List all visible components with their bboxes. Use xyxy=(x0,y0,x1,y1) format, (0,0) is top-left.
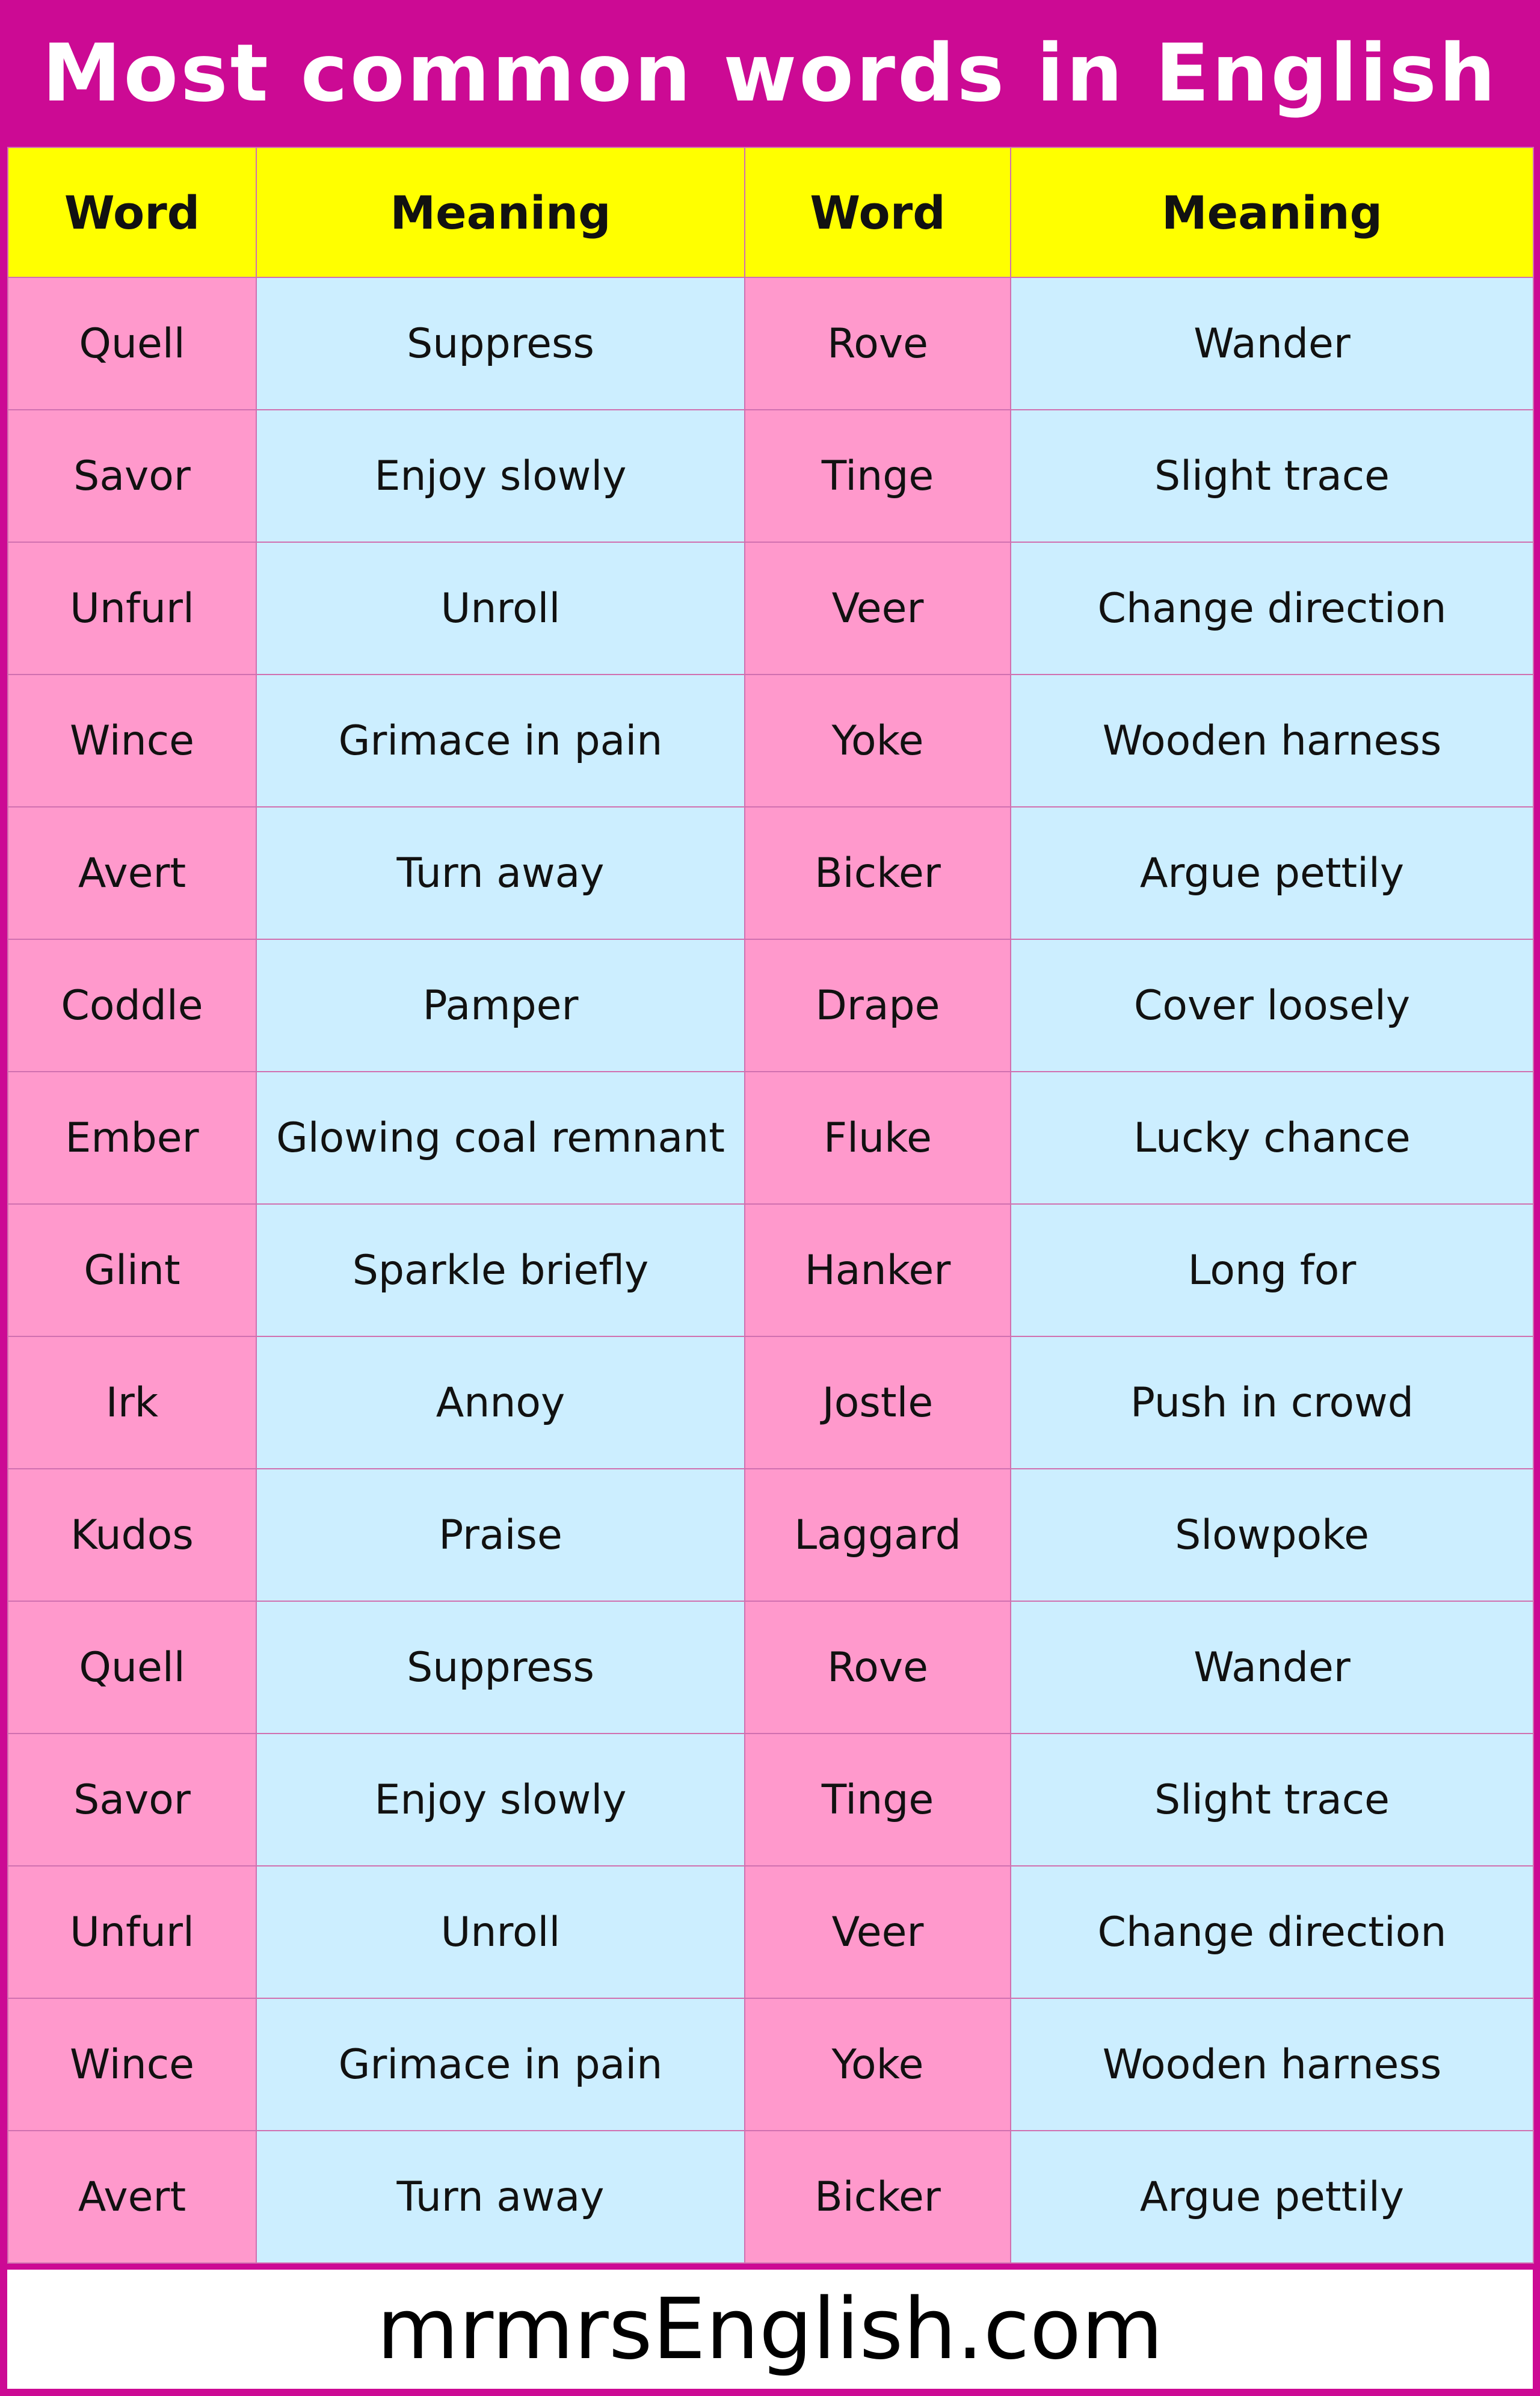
vocabulary-table xyxy=(7,147,1534,2264)
meaning-cell: Turn away xyxy=(256,807,745,939)
word-cell: Avert xyxy=(8,2131,256,2263)
meaning-cell: Pamper xyxy=(256,939,745,1072)
meaning-cell: Unroll xyxy=(256,1866,745,1998)
word-cell: Laggard xyxy=(745,1469,1011,1601)
meaning-cell: Slight trace xyxy=(1011,410,1533,542)
meaning-cell: Long for xyxy=(1011,1204,1533,1336)
table-row xyxy=(8,1866,1533,1998)
meaning-cell: Glowing coal remnant xyxy=(256,1072,745,1204)
header-word-2: Word xyxy=(745,147,1011,277)
table-row xyxy=(8,939,1533,1072)
table-row xyxy=(8,1998,1533,2131)
word-cell: Hanker xyxy=(745,1204,1011,1336)
word-cell: Drape xyxy=(745,939,1011,1072)
meaning-cell: Change direction xyxy=(1011,1866,1533,1998)
word-cell: Glint xyxy=(8,1204,256,1336)
meaning-cell: Lucky chance xyxy=(1011,1072,1533,1204)
header-word-1: Word xyxy=(8,147,256,277)
word-cell: Unfurl xyxy=(8,542,256,675)
word-cell: Wince xyxy=(8,675,256,807)
word-cell: Tinge xyxy=(745,410,1011,542)
meaning-cell: Change direction xyxy=(1011,542,1533,675)
meaning-cell: Cover loosely xyxy=(1011,939,1533,1072)
word-cell: Bicker xyxy=(745,807,1011,939)
word-cell: Irk xyxy=(8,1336,256,1469)
meaning-cell: Enjoy slowly xyxy=(256,1734,745,1866)
word-cell: Jostle xyxy=(745,1336,1011,1469)
word-cell: Savor xyxy=(8,1734,256,1866)
meaning-cell: Grimace in pain xyxy=(256,1998,745,2131)
word-cell: Savor xyxy=(8,410,256,542)
meaning-cell: Push in crowd xyxy=(1011,1336,1533,1469)
meaning-cell: Sparkle briefly xyxy=(256,1204,745,1336)
table-body xyxy=(8,277,1533,2263)
word-cell: Yoke xyxy=(745,675,1011,807)
meaning-cell: Slight trace xyxy=(1011,1734,1533,1866)
footer-banner xyxy=(7,2270,1533,2389)
table-row xyxy=(8,1336,1533,1469)
meaning-cell: Unroll xyxy=(256,542,745,675)
meaning-cell: Argue pettily xyxy=(1011,2131,1533,2263)
word-cell: Veer xyxy=(745,542,1011,675)
word-cell: Rove xyxy=(745,277,1011,410)
word-cell: Ember xyxy=(8,1072,256,1204)
meaning-cell: Argue pettily xyxy=(1011,807,1533,939)
meaning-cell: Wooden harness xyxy=(1011,675,1533,807)
meaning-cell: Suppress xyxy=(256,277,745,410)
title-banner xyxy=(0,0,1540,147)
table-header-row xyxy=(8,147,1533,277)
word-cell: Kudos xyxy=(8,1469,256,1601)
table-row xyxy=(8,542,1533,675)
site-name: mrmrsEnglish.com xyxy=(377,2280,1163,2379)
word-cell: Quell xyxy=(8,277,256,410)
meaning-cell: Wander xyxy=(1011,1601,1533,1734)
word-cell: Yoke xyxy=(745,1998,1011,2131)
meaning-cell: Slowpoke xyxy=(1011,1469,1533,1601)
meaning-cell: Wander xyxy=(1011,277,1533,410)
table-row xyxy=(8,1072,1533,1204)
table-row xyxy=(8,277,1533,410)
word-cell: Tinge xyxy=(745,1734,1011,1866)
word-cell: Rove xyxy=(745,1601,1011,1734)
word-cell: Fluke xyxy=(745,1072,1011,1204)
word-cell: Quell xyxy=(8,1601,256,1734)
table-row xyxy=(8,675,1533,807)
word-cell: Coddle xyxy=(8,939,256,1072)
page-title: Most common words in English xyxy=(42,27,1498,120)
word-cell: Unfurl xyxy=(8,1866,256,1998)
meaning-cell: Praise xyxy=(256,1469,745,1601)
word-cell: Bicker xyxy=(745,2131,1011,2263)
table-row xyxy=(8,1469,1533,1601)
table-row xyxy=(8,2131,1533,2263)
header-meaning-1: Meaning xyxy=(256,147,745,277)
word-cell: Wince xyxy=(8,1998,256,2131)
meaning-cell: Wooden harness xyxy=(1011,1998,1533,2131)
table-row xyxy=(8,807,1533,939)
table-row xyxy=(8,410,1533,542)
word-cell: Veer xyxy=(745,1866,1011,1998)
word-cell: Avert xyxy=(8,807,256,939)
table-row xyxy=(8,1204,1533,1336)
meaning-cell: Annoy xyxy=(256,1336,745,1469)
meaning-cell: Grimace in pain xyxy=(256,675,745,807)
table-row xyxy=(8,1601,1533,1734)
table-row xyxy=(8,1734,1533,1866)
vocabulary-table-container xyxy=(7,147,1533,2262)
meaning-cell: Enjoy slowly xyxy=(256,410,745,542)
meaning-cell: Turn away xyxy=(256,2131,745,2263)
meaning-cell: Suppress xyxy=(256,1601,745,1734)
header-meaning-2: Meaning xyxy=(1011,147,1533,277)
